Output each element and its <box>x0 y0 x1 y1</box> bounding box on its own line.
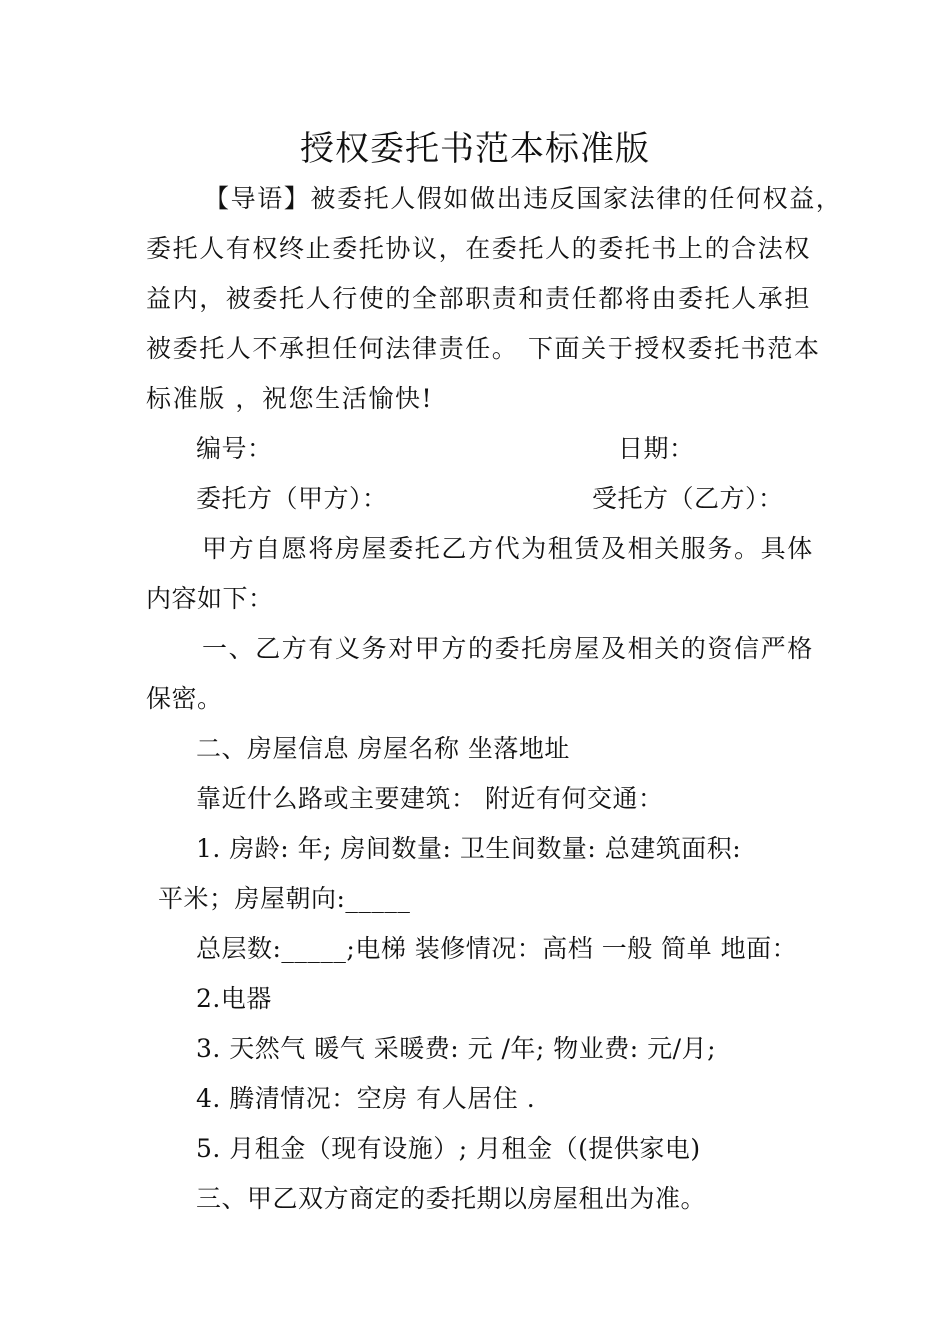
item-5: 5. 月租金（现有设施）; 月租金（(提供家电) <box>196 1134 701 1163</box>
document-title: 授权委托书范本标准版 <box>300 129 650 169</box>
intro-line-5: 标准版 ，祝您生活愉快! <box>146 384 434 413</box>
clause-1-line-1: 一、乙方有义务对甲方的委托房屋及相关的资信严格 <box>202 634 814 663</box>
clause-1-line-2: 保密。 <box>146 684 223 713</box>
paragraph-1-line-1: 甲方自愿将房屋委托乙方代为租赁及相关服务。具体 <box>202 534 814 563</box>
intro-line-4: 被委托人不承担任何法律责任。 下面关于授权委托书范本 <box>146 334 821 363</box>
party-a-label: 委托方（甲方）： <box>196 484 388 513</box>
clause-2-heading: 二、房屋信息 房屋名称 坐落地址 <box>196 734 570 763</box>
number-label: 编号： <box>196 434 273 463</box>
party-b-label: 受托方（乙方）： <box>592 484 784 513</box>
intro-line-3: 益内，被委托人行使的全部职责和责任都将由委托人承担 <box>146 284 812 313</box>
item-1-line-2: 平米；房屋朝向:_____ <box>158 884 411 913</box>
intro-line-2: 委托人有权终止委托协议，在委托人的委托书上的合法权 <box>146 234 812 263</box>
nearby-line: 靠近什么路或主要建筑： 附近有何交通： <box>196 784 664 813</box>
item-4: 4. 腾清情况：空房 有人居住 . <box>196 1084 536 1113</box>
item-1-line-1: 1. 房龄: 年; 房间数量: 卫生间数量: 总建筑面积: <box>196 834 742 863</box>
date-label: 日期： <box>618 434 695 463</box>
intro-line-1: 【导语】被委托人假如做出违反国家法律的任何权益， <box>204 184 843 213</box>
paragraph-1-line-2: 内容如下： <box>146 584 274 613</box>
clause-3: 三、甲乙双方商定的委托期以房屋租出为准。 <box>196 1184 707 1213</box>
floors-line: 总层数:_____;电梯 装修情况：高档 一般 简单 地面： <box>196 934 798 963</box>
item-2: 2.电器 <box>196 984 272 1013</box>
item-3: 3. 天然气 暖气 采暖费: 元 /年; 物业费: 元/月; <box>196 1034 717 1063</box>
